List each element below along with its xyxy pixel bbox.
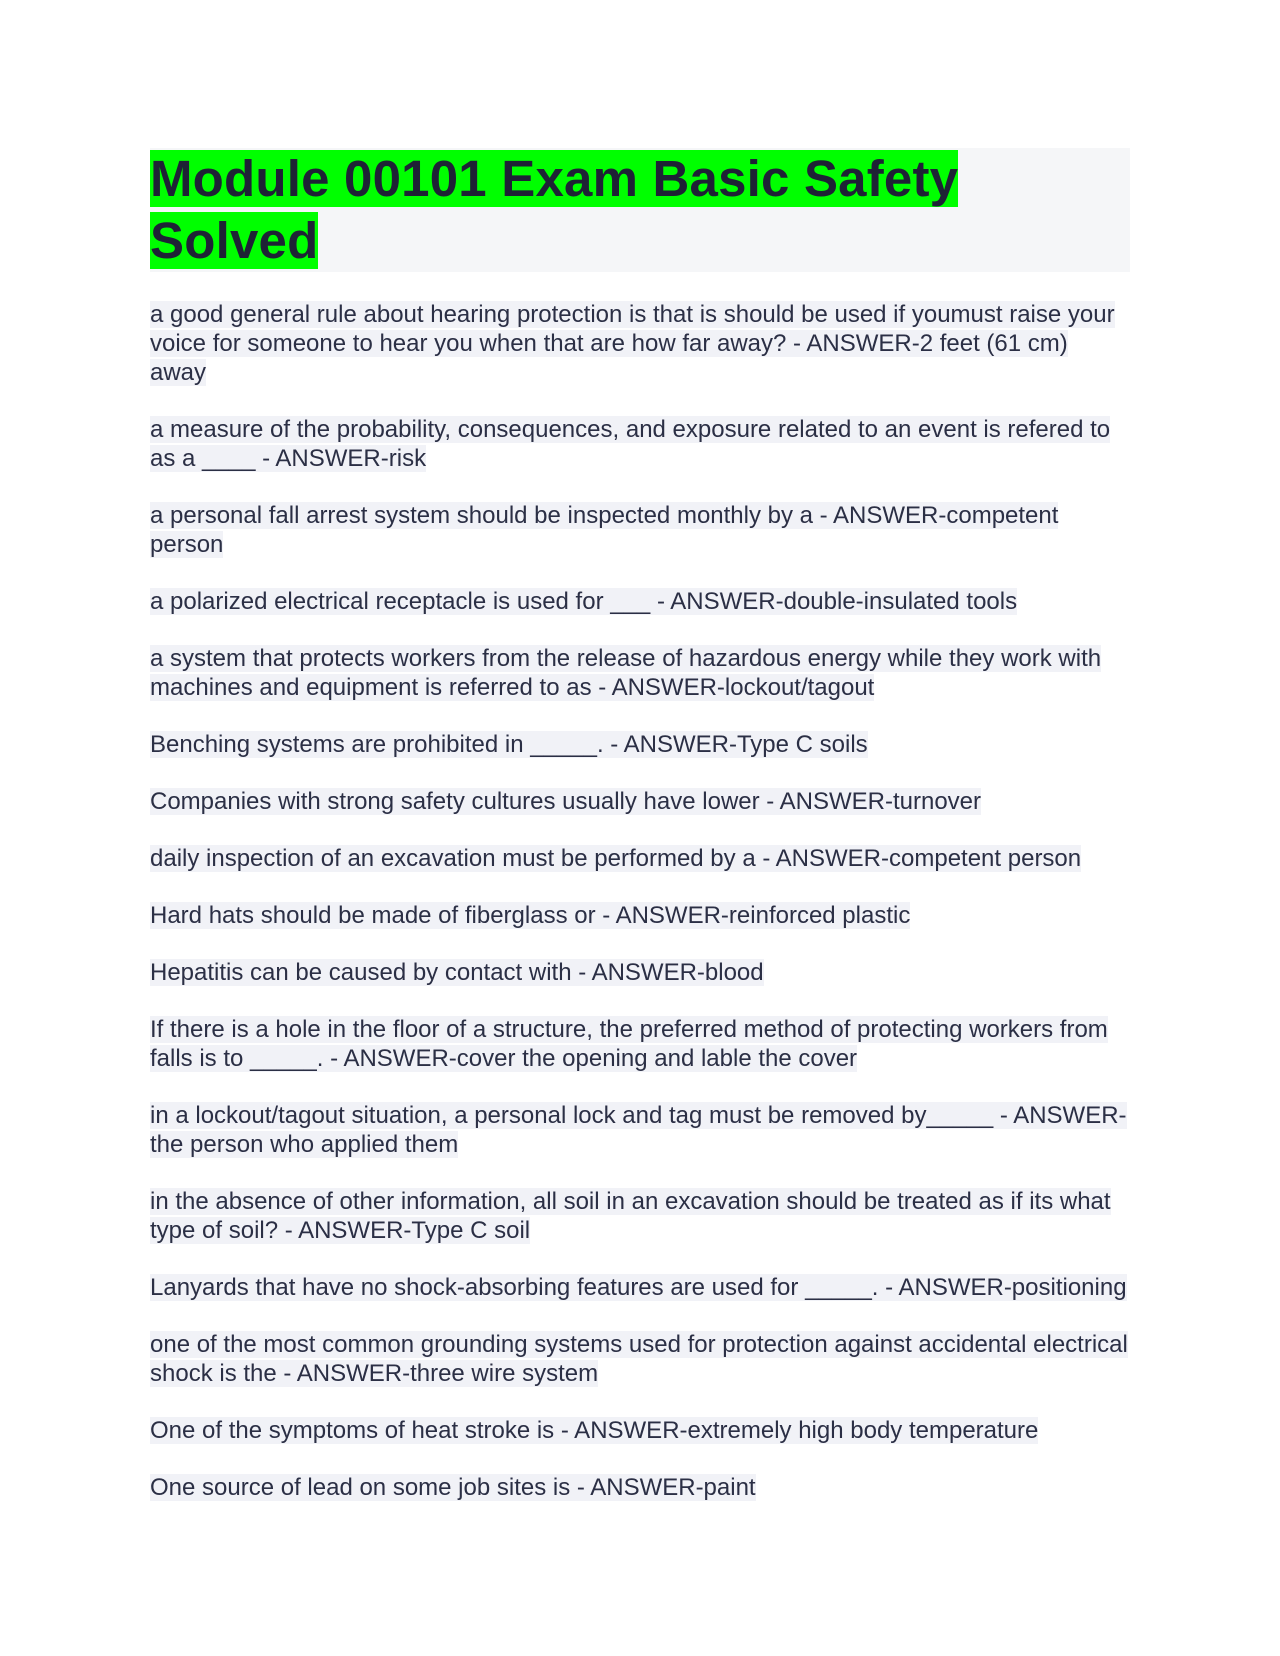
document-title: Module 00101 Exam Basic Safety Solved — [150, 150, 959, 269]
qa-item: a system that protects workers from the release of hazardous energy while they work with machines and equipment is referred to as - ANSWER-lockout/tagout — [150, 645, 1102, 701]
qa-item: in the absence of other information, all soil in an excavation should be treated as if its what type of soil? - ANSWER-Type C soil — [150, 1188, 1111, 1244]
qa-item: daily inspection of an excavation must be performed by a - ANSWER-competent person — [150, 845, 1082, 872]
qa-item: in a lockout/tagout situation, a personal lock and tag must be removed by_____ - ANSWER-the person who applied them — [150, 1102, 1127, 1158]
qa-item: a good general rule about hearing protection is that is should be used if youmust raise your voice for someone to hear you when that are how far away? - ANSWER-2 feet (61 cm) away — [150, 301, 1115, 386]
qa-item: Benching systems are prohibited in _____. - ANSWER-Type C soils — [150, 731, 868, 758]
qa-item: Hepatitis can be caused by contact with - ANSWER-blood — [150, 959, 764, 986]
qa-list — [150, 300, 1130, 1502]
qa-item: One source of lead on some job sites is - ANSWER-paint — [150, 1474, 756, 1501]
qa-item: a personal fall arrest system should be inspected monthly by a - ANSWER-competent person — [150, 502, 1059, 558]
qa-item: Hard hats should be made of fiberglass or - ANSWER-reinforced plastic — [150, 902, 911, 929]
qa-item: one of the most common grounding systems used for protection against accidental electrical shock is the - ANSWER-three wire system — [150, 1331, 1128, 1387]
qa-item: Companies with strong safety cultures usually have lower - ANSWER-turnover — [150, 788, 981, 815]
qa-item: a polarized electrical receptacle is used for ___ - ANSWER-double-insulated tools — [150, 588, 1018, 615]
qa-item: Lanyards that have no shock-absorbing features are used for _____. - ANSWER-positioning — [150, 1274, 1127, 1301]
qa-item: a measure of the probability, consequences, and exposure related to an event is refered to as a ____ - ANSWER-risk — [150, 416, 1111, 472]
title-block — [150, 148, 1130, 272]
qa-item: One of the symptoms of heat stroke is - ANSWER-extremely high body temperature — [150, 1417, 1039, 1444]
document-page — [150, 148, 1130, 1530]
qa-item: If there is a hole in the floor of a structure, the preferred method of protecting workers from falls is to _____. - ANSWER-cover the opening and lable the cover — [150, 1016, 1108, 1072]
